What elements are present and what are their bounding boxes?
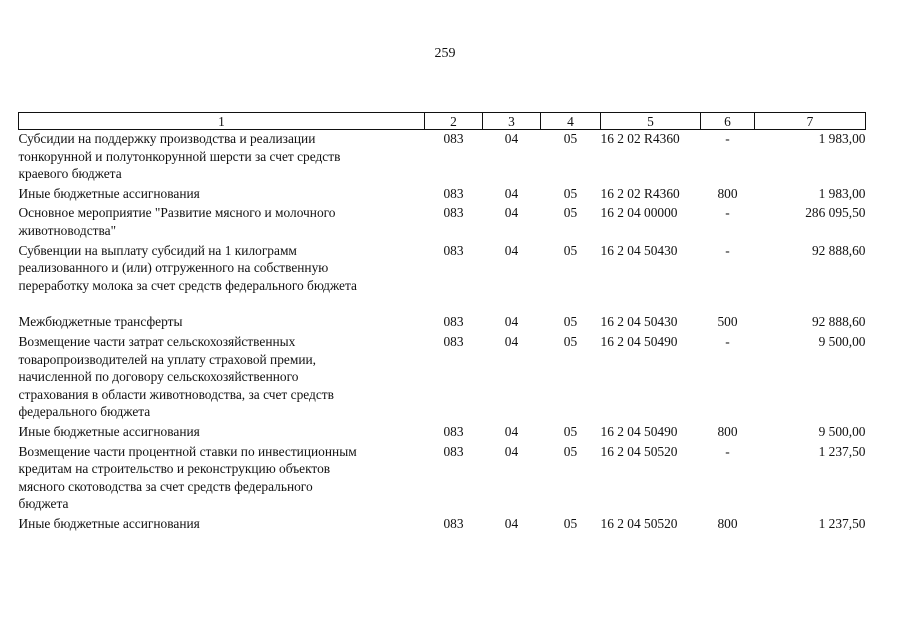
column-header-3: 3 [483, 113, 541, 130]
table-row [19, 242, 866, 314]
section-code: 04 [504, 242, 519, 258]
column-header-4: 4 [541, 113, 601, 130]
expense-type-code: - [725, 131, 730, 146]
subsection-code: 05 [563, 515, 578, 531]
row-description [19, 515, 425, 535]
column-header-5: 5 [601, 113, 701, 130]
admin-code: 083 [443, 242, 464, 258]
description-line: бюджета [18, 496, 69, 512]
admin-code: 083 [443, 423, 464, 439]
expense-type-code: 800 [717, 423, 738, 439]
section-code: 04 [504, 333, 519, 349]
admin-code: 083 [443, 131, 464, 146]
description-line: товаропроизводителей на уплату страховой премии, [18, 351, 317, 367]
admin-code: 083 [443, 515, 464, 531]
target-article-code: 16 2 04 00000 [600, 205, 678, 221]
target-article-code: 16 2 02 R4360 [600, 185, 680, 201]
expense-type-code: - [725, 205, 730, 221]
description-line: реализованного и (или) отгруженного на собственную [18, 260, 329, 276]
section-code: 04 [504, 205, 519, 221]
description-line: Межбюджетные трансферты [18, 314, 183, 330]
target-article-code: 16 2 04 50430 [600, 242, 678, 258]
expense-type-code: - [725, 242, 730, 258]
subsection-code: 05 [563, 423, 578, 439]
table-row [19, 423, 866, 443]
row-description [19, 443, 425, 515]
subsection-code: 05 [563, 242, 578, 258]
budget-table [18, 112, 866, 534]
subsection-code: 05 [563, 131, 578, 146]
section-code: 04 [504, 423, 519, 439]
table-row [19, 443, 866, 515]
description-line: мясного скотоводства за счет средств федерального [18, 478, 313, 494]
subsection-code: 05 [563, 314, 578, 330]
subsection-code: 05 [563, 333, 578, 349]
admin-code: 083 [443, 333, 464, 349]
amount: 1 237,50 [818, 443, 866, 459]
admin-code: 083 [443, 205, 464, 221]
column-header-2: 2 [425, 113, 483, 130]
row-description [19, 185, 425, 205]
row-description [19, 242, 425, 314]
target-article-code: 16 2 04 50490 [600, 423, 678, 439]
amount: 9 500,00 [818, 423, 866, 439]
expense-type-code: - [725, 333, 730, 349]
table-row [19, 130, 866, 185]
description-line: начисленной по договору сельскохозяйственного [18, 369, 299, 385]
expense-type-code: 800 [717, 515, 738, 531]
description-line: Субвенции на выплату субсидий на 1 килограмм [18, 242, 297, 258]
description-line: Иные бюджетные ассигнования [18, 185, 200, 201]
admin-code: 083 [443, 185, 464, 201]
description-line: Субсидии на поддержку производства и реализации [18, 131, 316, 146]
amount: 1 237,50 [818, 515, 866, 531]
description-line: кредитам на строительство и реконструкцию объектов [18, 461, 331, 477]
description-line: переработку молока за счет средств федерального бюджета [18, 277, 357, 293]
description-line: Возмещение части затрат сельскохозяйственных [18, 333, 296, 349]
amount: 92 888,60 [811, 314, 866, 330]
subsection-code: 05 [563, 205, 578, 221]
column-header-1: 1 [19, 113, 425, 130]
description-line: краевого бюджета [18, 166, 122, 182]
description-line: федерального бюджета [18, 404, 151, 420]
description-line: животноводства" [18, 222, 117, 238]
section-code: 04 [504, 443, 519, 459]
target-article-code: 16 2 02 R4360 [600, 131, 680, 146]
column-header-7: 7 [755, 113, 866, 130]
header-row [19, 113, 866, 130]
row-description [19, 423, 425, 443]
target-article-code: 16 2 04 50520 [600, 443, 678, 459]
admin-code: 083 [443, 443, 464, 459]
expense-type-code: 800 [717, 185, 738, 201]
amount: 286 095,50 [805, 205, 866, 221]
table-row [19, 313, 866, 333]
amount: 1 983,00 [818, 185, 866, 201]
target-article-code: 16 2 04 50490 [600, 333, 678, 349]
row-description [19, 130, 425, 185]
amount: 1 983,00 [818, 131, 866, 146]
amount: 9 500,00 [818, 333, 866, 349]
row-description [19, 204, 425, 241]
table-body [19, 130, 866, 535]
expense-type-code: 500 [717, 314, 738, 330]
target-article-code: 16 2 04 50520 [600, 515, 678, 531]
description-line: Основное мероприятие "Развитие мясного и молочного [18, 205, 336, 221]
description-line: страхования в области животноводства, за счет средств [18, 386, 334, 402]
table-row [19, 333, 866, 423]
table-row [19, 204, 866, 241]
amount: 92 888,60 [811, 242, 866, 258]
subsection-code: 05 [563, 185, 578, 201]
expense-type-code: - [725, 443, 730, 459]
section-code: 04 [504, 185, 519, 201]
description-line: Иные бюджетные ассигнования [18, 423, 200, 439]
description-line: Иные бюджетные ассигнования [18, 515, 200, 531]
section-code: 04 [504, 515, 519, 531]
admin-code: 083 [443, 314, 464, 330]
page-number: 259 [434, 46, 456, 61]
description-line: Возмещение части процентной ставки по инвестиционным [18, 443, 357, 459]
table-row [19, 185, 866, 205]
section-code: 04 [504, 131, 519, 146]
column-header-6: 6 [701, 113, 755, 130]
section-code: 04 [504, 314, 519, 330]
table-row [19, 515, 866, 535]
subsection-code: 05 [563, 443, 578, 459]
description-line: тонкорунной и полутонкорунной шерсти за счет средств [18, 148, 341, 164]
row-description [19, 313, 425, 333]
row-description [19, 333, 425, 423]
target-article-code: 16 2 04 50430 [600, 314, 678, 330]
